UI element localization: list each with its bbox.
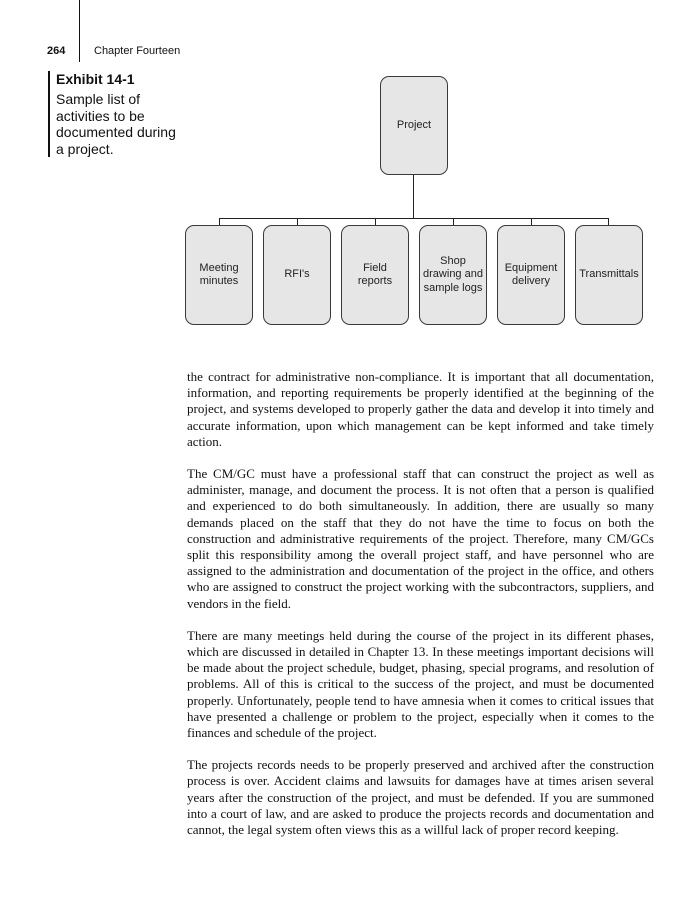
paragraph: The CM/GC must have a professional staff that can construct the project as well as administer, manage, and document the process. It is not often that a person is qualified and experienced to do both simultaneously. In addition, there are usually so many demands placed on the staff that they do not have the time to focus on both the construction and administrative requirements of the project. Therefore, many CM/GCs split this responsibility among the overall project staff, and have personnel who are assigned to the administration and documentation of the project in the office, and others who are assigned to construct the project working with the subcontractors, suppliers, and vendors in the field. (187, 466, 654, 611)
exhibit-caption: Sample list of activities to be documented during a project. (56, 91, 176, 157)
paragraph: The projects records needs to be properly preserved and archived after the construction process is over. Accident claims and lawsuits for damages have at times arisen several years after the construction of the project, and must be defended. If you are summoned into a court of law, and are asked to produce the projects records and documentation and cannot, the legal system often views this as a willful lack of proper record keeping. (187, 757, 654, 838)
root-connector (413, 175, 414, 219)
node-meeting-minutes (185, 225, 253, 325)
child-connector (375, 218, 376, 225)
child-connector (531, 218, 532, 225)
horizontal-connector (219, 218, 609, 219)
child-connector (608, 218, 609, 225)
child-connector (453, 218, 454, 225)
child-connector (297, 218, 298, 225)
node-shop-drawing-logs (419, 225, 487, 325)
chapter-title: Chapter Fourteen (94, 45, 181, 57)
node-transmittals (575, 225, 643, 325)
exhibit-sidebar (48, 71, 181, 157)
node-label: Shop drawing and sample logs (423, 254, 483, 294)
node-label: Equipment delivery (504, 261, 558, 287)
page-number: 264 (47, 45, 66, 57)
node-rfis (263, 225, 331, 325)
node-label: RFI's (284, 268, 310, 281)
node-label: Field reports (357, 261, 393, 287)
node-project: Project (380, 76, 448, 175)
body-text (187, 369, 654, 854)
node-field-reports (341, 225, 409, 325)
paragraph: There are many meetings held during the course of the project in its different phases, which are discussed in detailed in Chapter 13. In these meetings important decisions will be made about the project schedule, budget, phasing, special programs, and resolution of problems. All of this is critical to the success of the project, and must be documented properly. Unfortunately, people tend to have amnesia when it comes to critical issues that have presented a challenge or problem to the project, especially when it comes to the finances and schedule of the project. (187, 627, 654, 741)
node-label: Meeting minutes (199, 261, 239, 287)
exhibit-title: Exhibit 14-1 (56, 71, 135, 87)
header-divider (79, 0, 80, 62)
node-equipment-delivery (497, 225, 565, 325)
paragraph: the contract for administrative non-compliance. It is important that all documentation, information, and reporting requirements be properly identified at the beginning of the project, and systems developed to properly gather the data and develop it into timely and accurate information, upon which management can be kept informed and take timely action. (187, 369, 654, 449)
node-label: Transmittals (579, 268, 639, 281)
child-connector (219, 218, 220, 225)
